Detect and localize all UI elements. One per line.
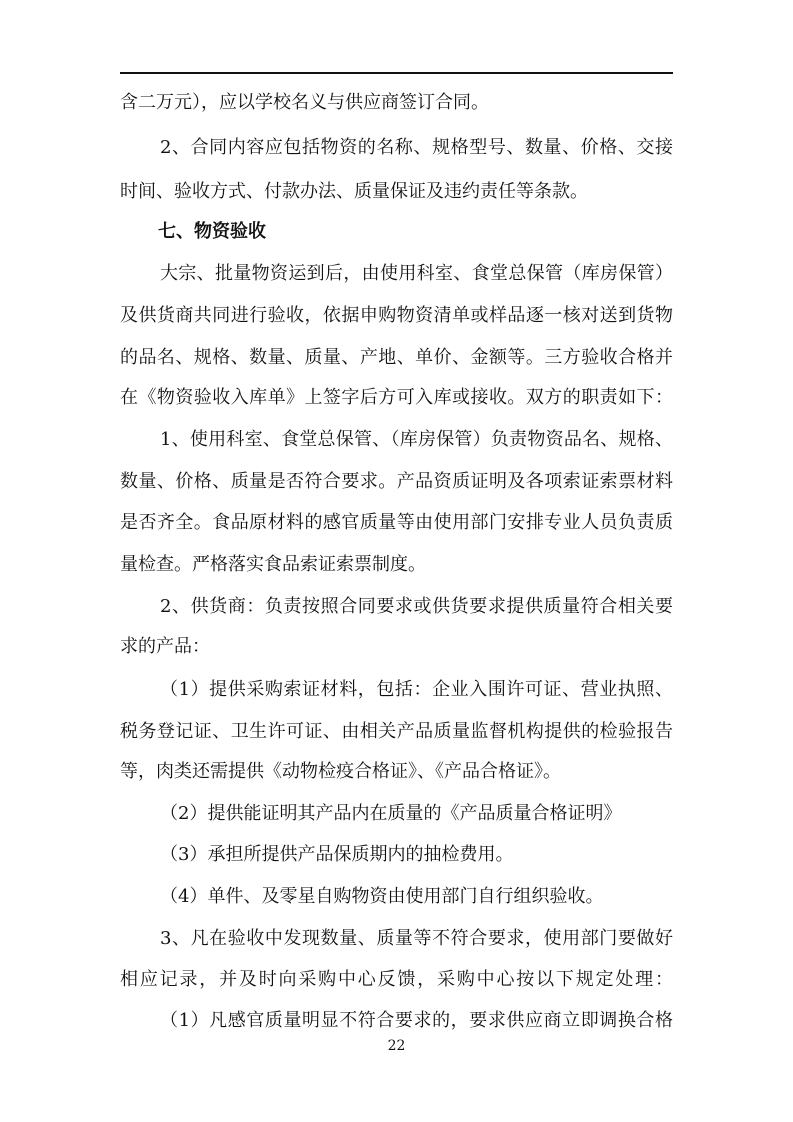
text-line: 税务登记证、卫生许可证、由相关产品质量监督机构提供的检验报告 [120,721,673,742]
text-line: 时间、验收方式、付款办法、质量保证及违约责任等条款。 [120,181,588,202]
text-line: 相应记录，并及时向采购中心反馈，采购中心按以下规定处理： [120,969,673,990]
header-rule [120,72,673,74]
text-line: 大宗、批量物资运到后，由使用科室、食堂总保管（库房保管） [160,263,673,284]
text-line: 等，肉类还需提供《动物检疫合格证》、《产品合格证》。 [120,761,561,782]
page-number: 22 [387,1038,406,1054]
text-line: （3）承担所提供产品保质期内的抽检费用。 [160,844,514,865]
text-line: 及供货商共同进行验收，依据申购物资清单或样品逐一核对送到货物 [120,305,673,326]
text-line: 数量、价格、质量是否符合要求。产品资质证明及各项索证索票材料 [120,471,673,492]
text-line: （2）提供能证明其产品内在质量的《产品质量合格证明》 [160,803,622,824]
text-line: 求的产品： [120,636,210,657]
text-line: 2、合同内容应包括物资的名称、规格型号、数量、价格、交接 [160,137,673,158]
text-line: （1）凡感官质量明显不符合要求的，要求供应商立即调换合格 [160,1010,673,1031]
text-line: 3、凡在验收中发现数量、质量等不符合要求，使用部门要做好 [160,928,673,949]
text-line: 在《物资验收入库单》上签字后方可入库或接收。双方的职责如下： [120,387,673,408]
text-line: 含二万元），应以学校名义与供应商签订合同。 [120,92,489,113]
text-line: 是否齐全。食品原材料的感官质量等由使用部门安排专业人员负责质 [120,512,673,533]
text-line: 1、使用科室、食堂总保管、（库房保管）负责物资品名、规格、 [160,429,673,450]
text-line: （4）单件、及零星自购物资由使用部门自行组织验收。 [160,886,604,907]
text-line: 的品名、规格、数量、质量、产地、单价、金额等。三方验收合格并 [120,347,673,368]
text-line: 量检查。严格落实食品索证索票制度。 [120,554,426,575]
text-line: （1）提供采购索证材料，包括：企业入围许可证、营业执照、 [160,679,673,700]
text-line: 2、供货商：负责按照合同要求或供货要求提供质量符合相关要 [160,596,673,617]
section-heading: 七、物资验收 [158,221,266,242]
